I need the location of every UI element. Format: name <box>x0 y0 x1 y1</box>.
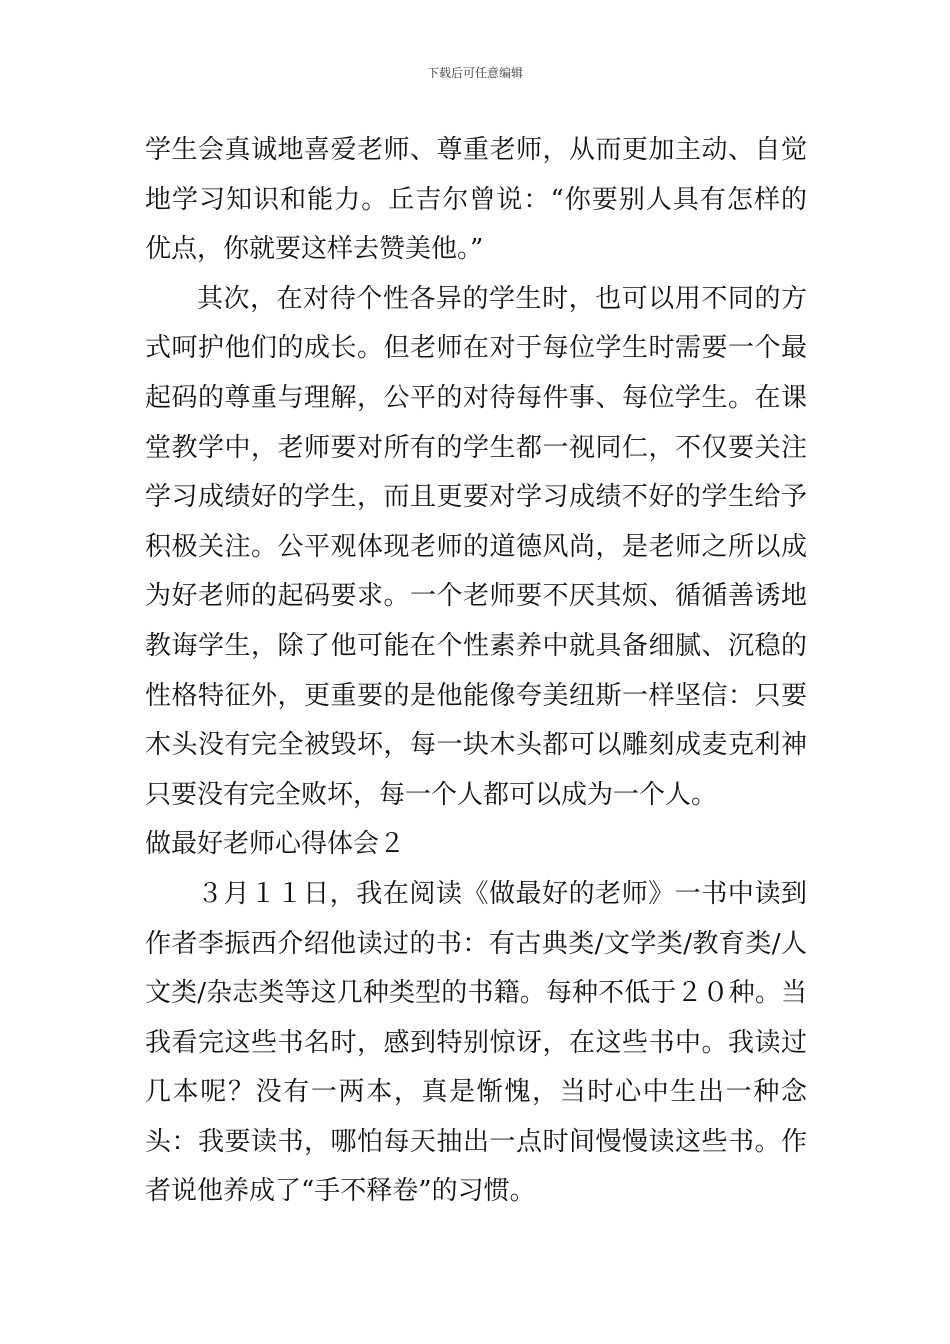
paragraph-3: ３月１１日，我在阅读《做最好的老师》一书中读到作者李振西介绍他读过的书：有古典类/文学类/教育类/人文类/杂志类等这几种类型的书籍。每种不低于２０种。当我看完这些书名时，感到特别惊讶，在这些书中。我读过几本呢？没有一两本，真是惭愧，当时心中生出一种念头：我要读书，哪怕每天抽出一点时间慢慢读这些书。作者说他养成了“手不释卷”的习惯。 <box>145 878 807 1207</box>
paragraph-2: 其次，在对待个性各异的学生时，也可以用不同的方式呵护他们的成长。但老师在对于每位学生时需要一个最起码的尊重与理解，公平的对待每件事、每位学生。在课堂教学中，老师要对所有的学生都一视同仁，不仅要关注学习成绩好的学生，而且更要对学习成绩不好的学生给予积极关注。公平观体现老师的道德风尚，是老师之所以成为好老师的起码要求。一个老师要不厌其烦、循循善诱地教诲学生，除了他可能在个性素养中就具备细腻、沉稳的性格特征外，更重要的是他能像夸美纽斯一样坚信：只要木头没有完全被毁坏，每一块木头都可以雕刻成麦克利神只要没有完全败坏，每一个人都可以成为一个人。 <box>145 283 807 810</box>
section-heading: 做最好老师心得体会２ <box>145 829 406 860</box>
page-header-note: 下载后可任意编辑 <box>426 66 523 80</box>
paragraph-1: 学生会真诚地喜爱老师、尊重老师，从而更加主动、自觉地学习知识和能力。丘吉尔曾说：“你要别人具有怎样的优点，你就要这样去赞美他。” <box>145 135 807 265</box>
document-body <box>145 126 807 1217</box>
